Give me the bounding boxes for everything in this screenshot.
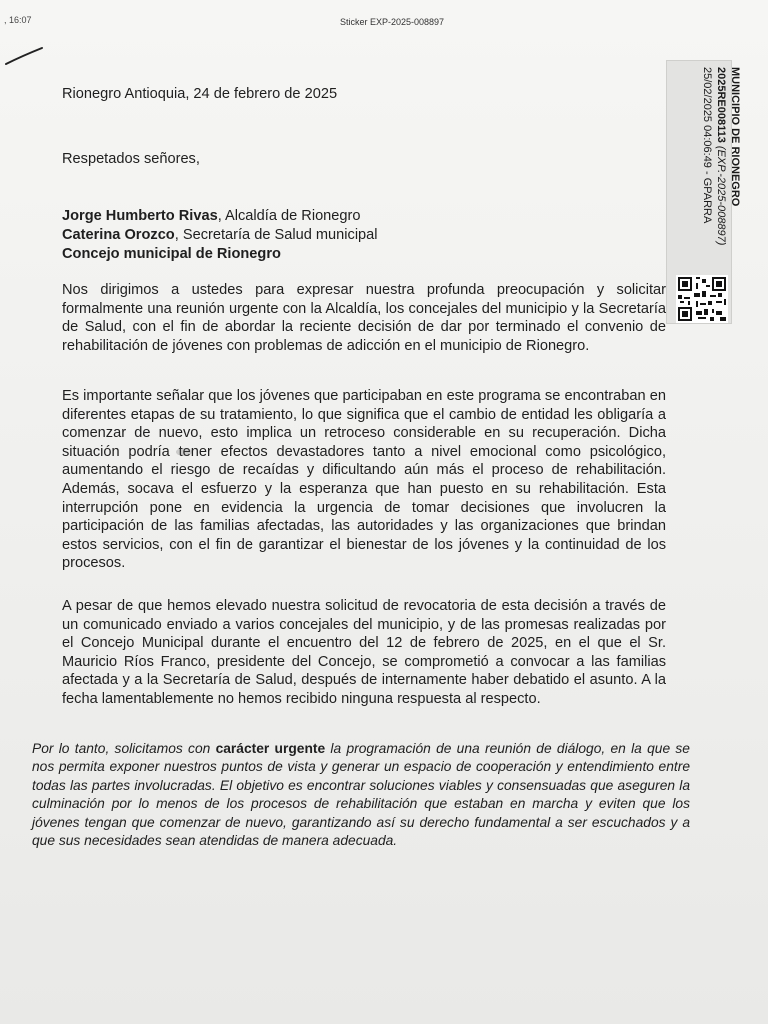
conclusion-rest: la programación de una reunión de diálogo, en la que se nos permita exponer nuestros puntos de vista y generar un espacio de cooperación y entendimiento entre todas las partes involucradas. El objetivo es encontrar soluciones viables y consensuadas que aseguren la culminación por lo menos de los procesos de rehabilitación que estaban en marcha y eviten que los jóvenes tengan que comenzar de nuevo, garantizando así su derecho fundamental a ser escuchados y a que sus necesidades sean atendidas de manera adecuada. [32,741,690,849]
stamp-expediente: (EXP.-2025-008897) [715,145,727,246]
letter-greeting: Respetados señores, [62,151,200,167]
paragraph-impact: Es importante señalar que los jóvenes que participaban en este programa se encontraban en diferentes etapas de su tratamiento, lo que significa que el cambio de entidad les obligaría a comenzar de nuevo, esto implica un retroceso considerable en su recuperación. Dicha situación podría tener efectos devastadores tanto a nivel emocional como psicológico, aumentando el riesgo de recaídas y dificultando aún más el proceso de rehabilitación. Además, socava el esfuerzo y la esperanza que han puesto en su rehabilitación. Esta interrupción pone en evidencia la urgencia de tomar decisiones que involucren la participación de las familias afectadas, las autoridades y las organizaciones que brindan estos servicios, con el fin de garantizar el bienestar de los jóvenes y la continuidad de los procesos. [62,388,666,572]
recipient-name: Caterina Orozco [62,227,175,243]
pen-mark [4,46,44,66]
sticker-label: Sticker EXP-2025-008897 [340,17,445,27]
qr-code-icon [676,275,728,323]
conclusion-emphasis: carácter urgente [215,741,326,756]
stamp-municipality: MUNICIPIO DE RIONEGRO [729,67,741,207]
recipient-line [62,245,378,264]
recipient-role: , Secretaría de Salud municipal [174,227,378,243]
recipients-block [62,207,378,264]
paragraph-request: Nos dirigimos a ustedes para expresar nuestra profunda preocupación y solicitar formalmente una reunión urgente con la Alcaldía, los concejales del municipio y la Secretaría de Salud, con el fin de abordar la reciente decisión de dar por terminado el convenio de rehabilitación de jóvenes con problemas de adicción en el municipio de Rionegro. [62,282,666,354]
recipient-name: Concejo municipal de Rionegro [62,246,281,262]
ink-smudge [176,448,192,456]
paragraph-conclusion [32,740,690,850]
stamp-radicado-number: 2025RE008113 [715,67,727,146]
recipient-line [62,207,378,226]
recipient-role: , Alcaldía de Rionegro [217,208,361,224]
stamp-datetime: 25/02/2025 04:06:49 - GPARRA [701,67,713,224]
paragraph-background: A pesar de que hemos elevado nuestra solicitud de revocatoria de esta decisión a través de un comunicado enviado a varios concejales del municipio, y de las promesas realizadas por el Concejo Municipal durante el encuentro del 12 de febrero de 2025, en el que el Sr. Mauricio Ríos Franco, presidente del Concejo, se comprometió a convocar a las familias afectada y a la Secretaría de Salud, después de internamente haber debatido el asunto. A la fecha lamentablemente no hemos recibido ninguna respuesta al respecto. [62,598,666,707]
corner-time: , 16:07 [4,15,32,25]
recipient-name: Jorge Humberto Rivas [62,208,218,224]
letter-date: Rionegro Antioquia, 24 de febrero de 2025 [62,86,338,102]
recipient-line [62,226,378,245]
conclusion-start: Por lo tanto, solicitamos con [32,741,216,756]
